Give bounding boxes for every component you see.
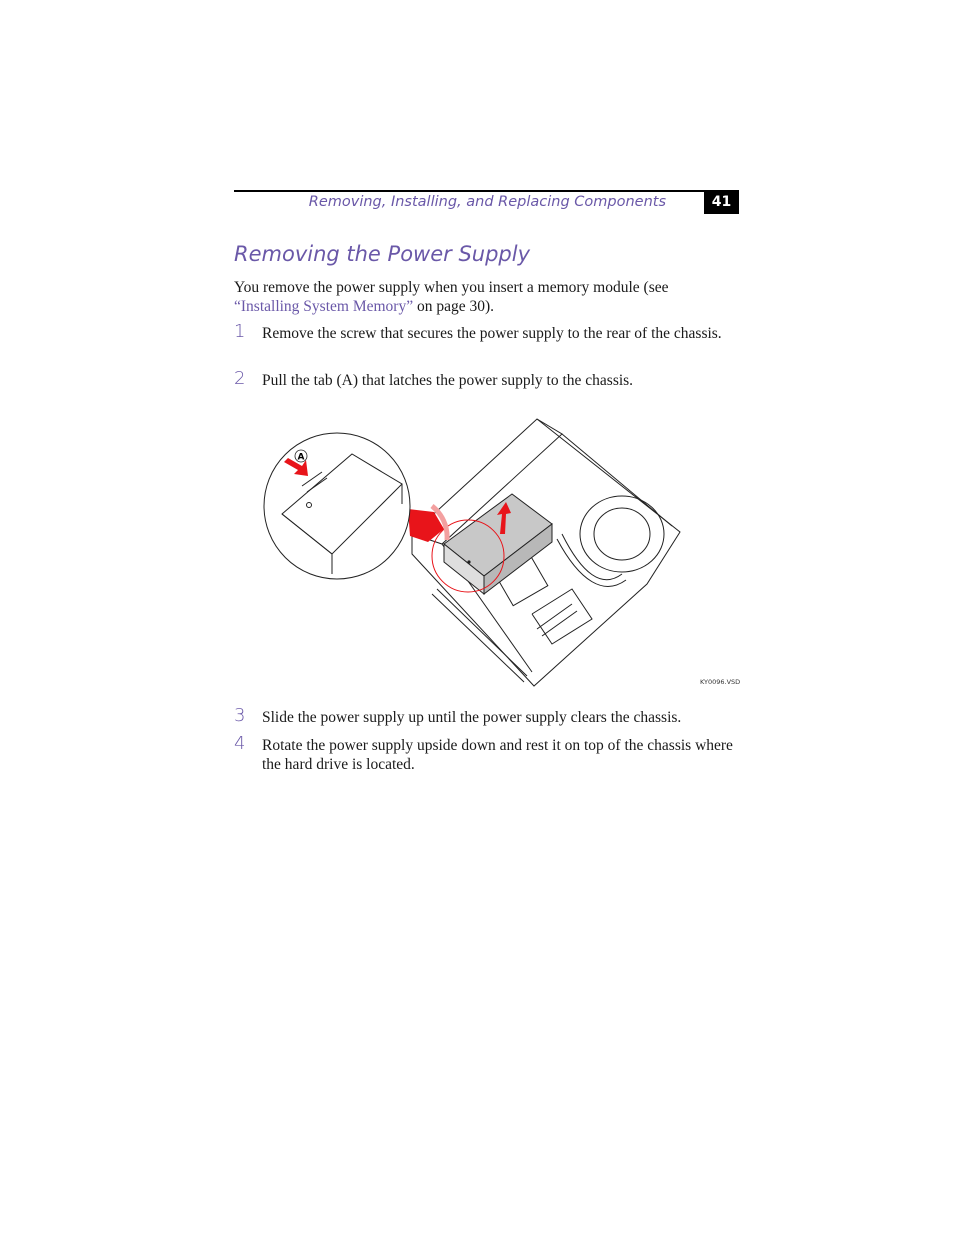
cross-reference-link[interactable]: “Installing System Memory” — [234, 297, 414, 315]
step-text: Rotate the power supply upside down and rest it on top of the chassis where the hard drive is located. — [262, 737, 733, 773]
header-rule — [234, 190, 739, 192]
step-number: 1 — [234, 321, 246, 342]
step-3 — [234, 705, 739, 728]
power-supply-illustration — [262, 414, 741, 690]
section-title: Removing the Power Supply — [234, 242, 531, 266]
running-header-title: Removing, Installing, and Replacing Components — [308, 194, 666, 210]
callout-label-a: A — [297, 452, 305, 463]
step-number: 3 — [234, 705, 246, 726]
intro-paragraph — [234, 279, 734, 316]
step-number: 2 — [234, 368, 246, 389]
intro-text-end: on page 30). — [413, 297, 495, 315]
step-4 — [234, 733, 739, 774]
step-2 — [234, 368, 739, 391]
chassis-diagram — [262, 414, 741, 690]
step-number: 4 — [234, 733, 246, 754]
step-text: Pull the tab (A) that latches the power supply to the chassis. — [262, 372, 634, 389]
step-1 — [234, 321, 739, 344]
figure-file-label: KY0096.VSD — [700, 678, 741, 686]
page-number-badge: 41 — [704, 190, 739, 214]
step-text: Remove the screw that secures the power supply to the rear of the chassis. — [262, 325, 722, 342]
step-text: Slide the power supply up until the power supply clears the chassis. — [262, 709, 682, 726]
intro-text-start: You remove the power supply when you insert a memory module (see — [234, 279, 669, 296]
